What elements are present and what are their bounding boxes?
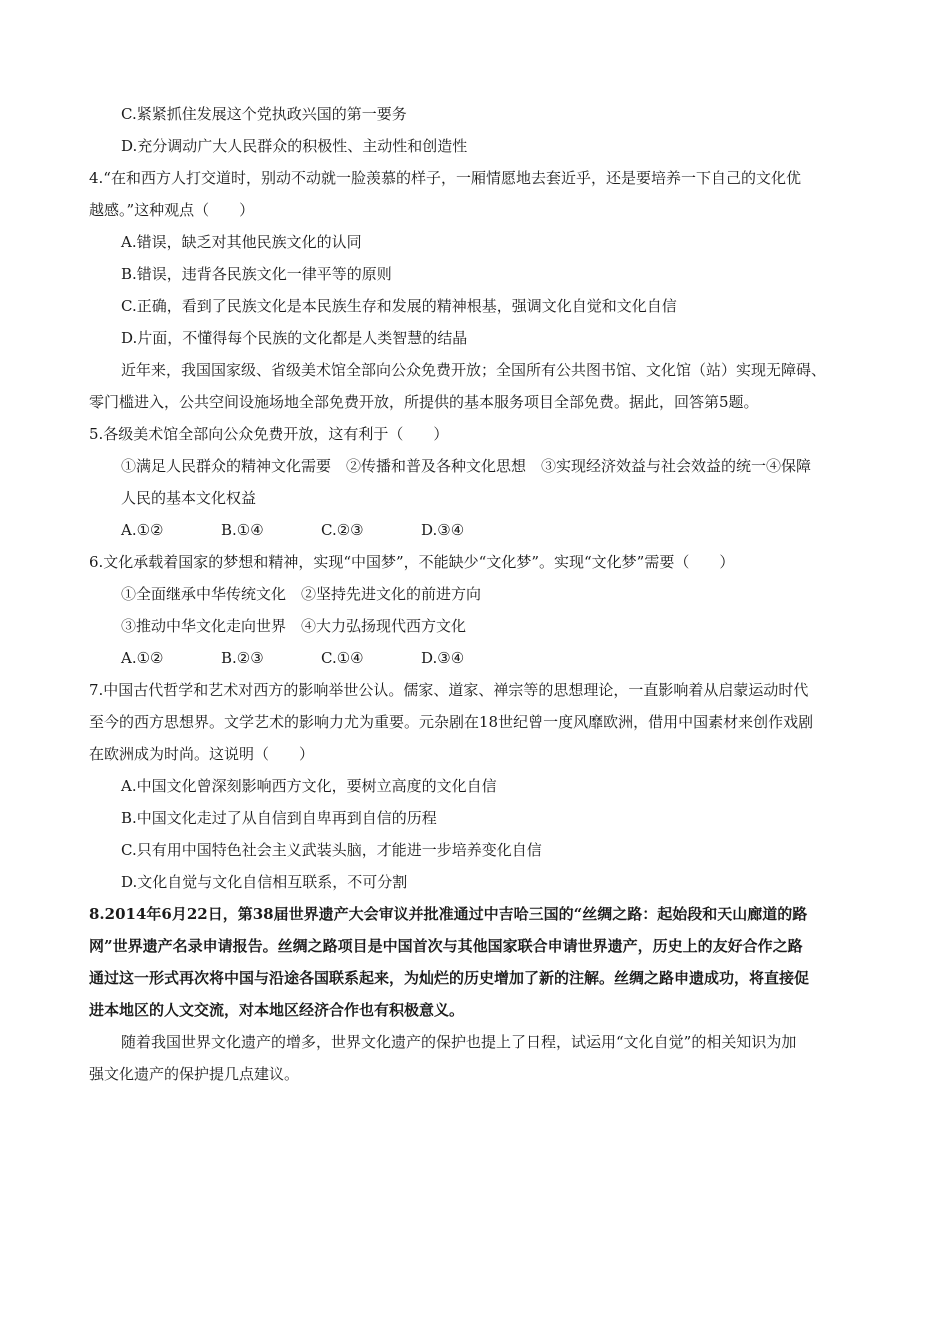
q5-stem: 5.各级美术馆全部向公众免费开放，这有利于（ ） <box>89 425 449 443</box>
q7-option-d: D.文化自觉与文化自信相互联系，不可分割 <box>121 873 408 891</box>
q7-stem-line1: 7.中国古代哲学和艺术对西方的影响举世公认。儒家、道家、禅宗等的思想理论，一直影响着从启蒙运动时代 <box>89 681 809 699</box>
q8-material-line2: 网”世界遗产名录申请报告。丝绸之路项目是中国首次与其他国家联合申请世界遗产，历史上的友好合作之路 <box>89 937 803 955</box>
q5-options <box>121 520 464 540</box>
q8-material-line1: 8.2014年6月22日，第38届世界遗产大会审议并批准通过中吉哈三国的“丝绸之路：起始段和天山廊道的路 <box>89 905 808 923</box>
q6-options <box>121 648 464 668</box>
q5-statements-line2: 人民的基本文化权益 <box>121 489 257 507</box>
q4-stem-line1: 4.“在和西方人打交道时，别动不动就一脸羡慕的样子，一厢情愿地去套近乎，还是要培养一下自己的文化优 <box>89 169 801 187</box>
q5-passage-line1: 近年来，我国国家级、省级美术馆全部向公众免费开放；全国所有公共图书馆、文化馆（站）实现无障碍、 <box>121 361 827 379</box>
q7-option-c: C.只有用中国特色社会主义武装头脑，才能进一步培养变化自信 <box>121 841 542 859</box>
q7-option-a: A.中国文化曾深刻影响西方文化，要树立高度的文化自信 <box>121 777 497 795</box>
q3-option-d: D.充分调动广大人民群众的积极性、主动性和创造性 <box>121 137 468 155</box>
q6-stem: 6.文化承载着国家的梦想和精神，实现“中国梦”，不能缺少“文化梦”。实现“文化梦”需要（ ） <box>89 553 735 571</box>
q5-statements-line1: ①满足人民群众的精神文化需要 ②传播和普及各种文化思想 ③实现经济效益与社会效益的统一④保障 <box>121 457 812 475</box>
q6-option-a: A.①② <box>121 649 164 667</box>
q4-option-a: A.错误，缺乏对其他民族文化的认同 <box>121 233 362 251</box>
q8-material-line3: 通过这一形式再次将中国与沿途各国联系起来，为灿烂的历史增加了新的注解。丝绸之路申遗成功，将直接促 <box>89 969 810 987</box>
q8-material-line4: 进本地区的人文交流，对本地区经济合作也有积极意义。 <box>89 1001 465 1019</box>
q6-option-b: B.②③ <box>221 649 264 667</box>
q4-option-d: D.片面，不懂得每个民族的文化都是人类智慧的结晶 <box>121 329 468 347</box>
q5-option-c: C.②③ <box>321 521 364 539</box>
q8-question-line1: 随着我国世界文化遗产的增多，世界文化遗产的保护也提上了日程，试运用“文化自觉”的相关知识为加 <box>121 1033 797 1051</box>
q4-stem-line2: 越感。”这种观点（ ） <box>89 201 255 219</box>
q6-statements-line2: ③推动中华文化走向世界 ④大力弘扬现代西方文化 <box>121 617 467 635</box>
q7-stem-line2: 至今的西方思想界。文学艺术的影响力尤为重要。元杂剧在18世纪曾一度风靡欧洲，借用中国素材来创作戏剧 <box>89 713 814 731</box>
q7-option-b: B.中国文化走过了从自信到自卑再到自信的历程 <box>121 809 437 827</box>
q6-option-d: D.③④ <box>421 649 465 667</box>
q5-option-b: B.①④ <box>221 521 264 539</box>
q4-option-c: C.正确，看到了民族文化是本民族生存和发展的精神根基，强调文化自觉和文化自信 <box>121 297 677 315</box>
q7-stem-line3: 在欧洲成为时尚。这说明（ ） <box>89 745 315 763</box>
q6-statements-line1: ①全面继承中华传统文化 ②坚持先进文化的前进方向 <box>121 585 482 603</box>
q3-option-c: C.紧紧抓住发展这个党执政兴国的第一要务 <box>121 105 407 123</box>
q6-option-c: C.①④ <box>321 649 364 667</box>
q5-passage-line2: 零门槛进入，公共空间设施场地全部免费开放，所提供的基本服务项目全部免费。据此，回答第5题。 <box>89 393 759 411</box>
q5-option-a: A.①② <box>121 521 164 539</box>
q5-option-d: D.③④ <box>421 521 465 539</box>
q4-option-b: B.错误，违背各民族文化一律平等的原则 <box>121 265 392 283</box>
q8-question-line2: 强文化遗产的保护提几点建议。 <box>89 1065 300 1083</box>
